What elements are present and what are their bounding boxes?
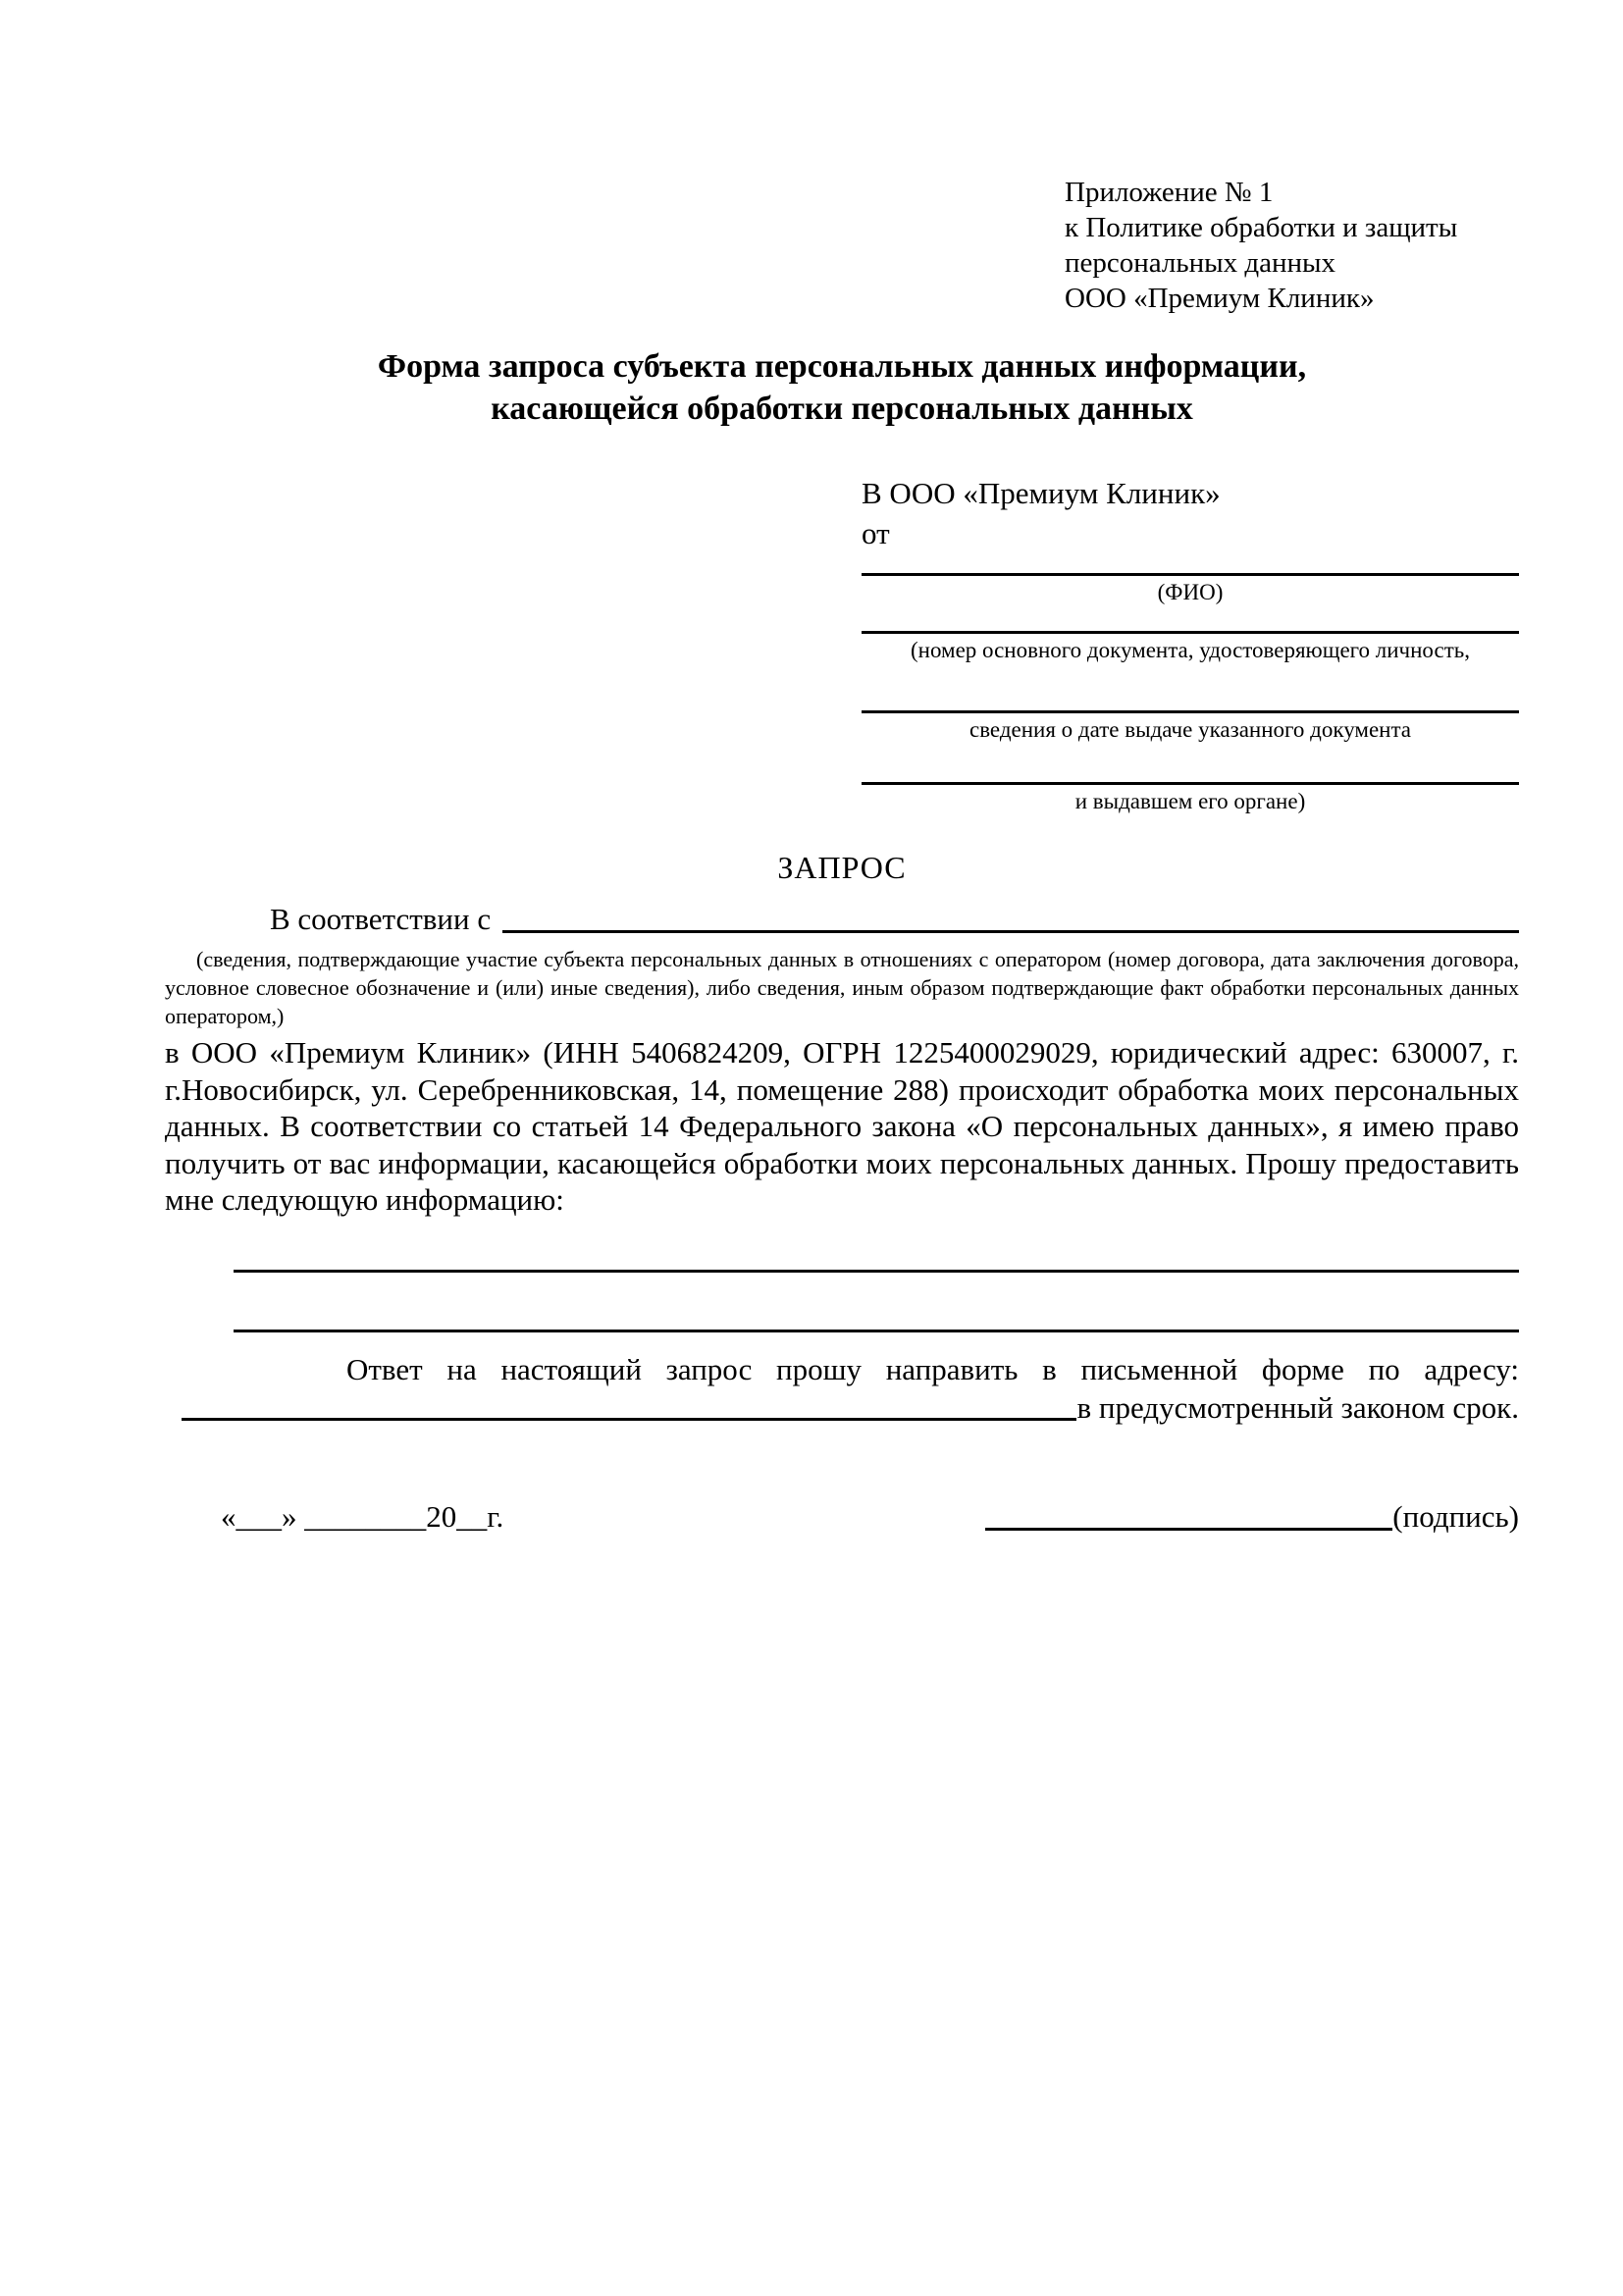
appendix-header-line-3: персональных данных: [1065, 247, 1336, 279]
requested-info-blank-line-2: [234, 1330, 1519, 1332]
issue-date-field: [862, 710, 1519, 743]
signature-row-spacer: [503, 1497, 985, 1537]
accordance-prefix: В соответствии с: [270, 902, 492, 936]
fio-field: [862, 573, 1519, 605]
accordance-blank-line: [502, 900, 1519, 933]
request-body-paragraph: в ООО «Премиум Клиник» (ИНН 5406824209, ОГРН 1225400029029, юридический адрес: 630007, г. г.Новосибирск, ул. Серебренниковская, 14, помещение 288) происходит обработка моих персональных данных. В соответствии со статьей 14 Федерального закона «О персональных данных», я имею право получить от вас информации, касающейся обработки моих персональных данных. Прошу предоставить мне следующую информацию:: [165, 1035, 1519, 1217]
requested-info-blank-line-1: [234, 1270, 1519, 1273]
issuing-authority-caption: и выдавшем его органе): [1074, 789, 1306, 813]
accordance-footnote: (сведения, подтверждающие участие субъекта персональных данных в отношениях с оператором (номер договора, дата заключения договора, условное словесное обозначение и (или) иные сведения), либо сведения, иным образом подтверждающие факт обработки персональных данных оператором,): [165, 947, 1519, 1028]
signature-row: [165, 1497, 1519, 1537]
signature-caption: (подпись): [1392, 1498, 1519, 1534]
addressee-to: В ООО «Премиум Клиник»: [862, 476, 1221, 510]
fio-caption: (ФИО): [1157, 580, 1224, 604]
appendix-header: [1065, 175, 1519, 316]
request-heading: ЗАПРОС: [777, 850, 907, 885]
issue-date-caption: сведения о дате выдаче указанного документа: [969, 717, 1412, 742]
address-blank-line: [182, 1388, 1076, 1421]
reply-paragraph: Ответ на настоящий запрос прошу направить в письменной форме по адресу:: [346, 1351, 1519, 1386]
document-title-line-2: касающейся обработки персональных данных: [491, 391, 1193, 427]
signature-blank-line: [985, 1497, 1392, 1531]
date-blank: «___» ________20__г.: [221, 1498, 504, 1534]
document-title: [165, 345, 1519, 430]
appendix-header-line-2: к Политике обработки и защиты: [1065, 212, 1458, 243]
issuing-authority-field: [862, 782, 1519, 814]
document-number-field: [862, 631, 1519, 663]
appendix-header-line-1: Приложение № 1: [1065, 177, 1274, 208]
appendix-header-line-4: ООО «Премиум Клиник»: [1065, 283, 1375, 314]
document-number-caption: (номер основного документа, удостоверяющего личность,: [910, 638, 1470, 662]
document-title-line-1: Форма запроса субъекта персональных данных информации,: [377, 348, 1307, 385]
addressee-block: [862, 473, 1519, 814]
accordance-line: [165, 900, 1519, 939]
addressee-from: от: [862, 516, 890, 550]
reply-address-line: [165, 1388, 1519, 1427]
reply-suffix: в предусмотренный законом срок.: [1076, 1389, 1519, 1425]
